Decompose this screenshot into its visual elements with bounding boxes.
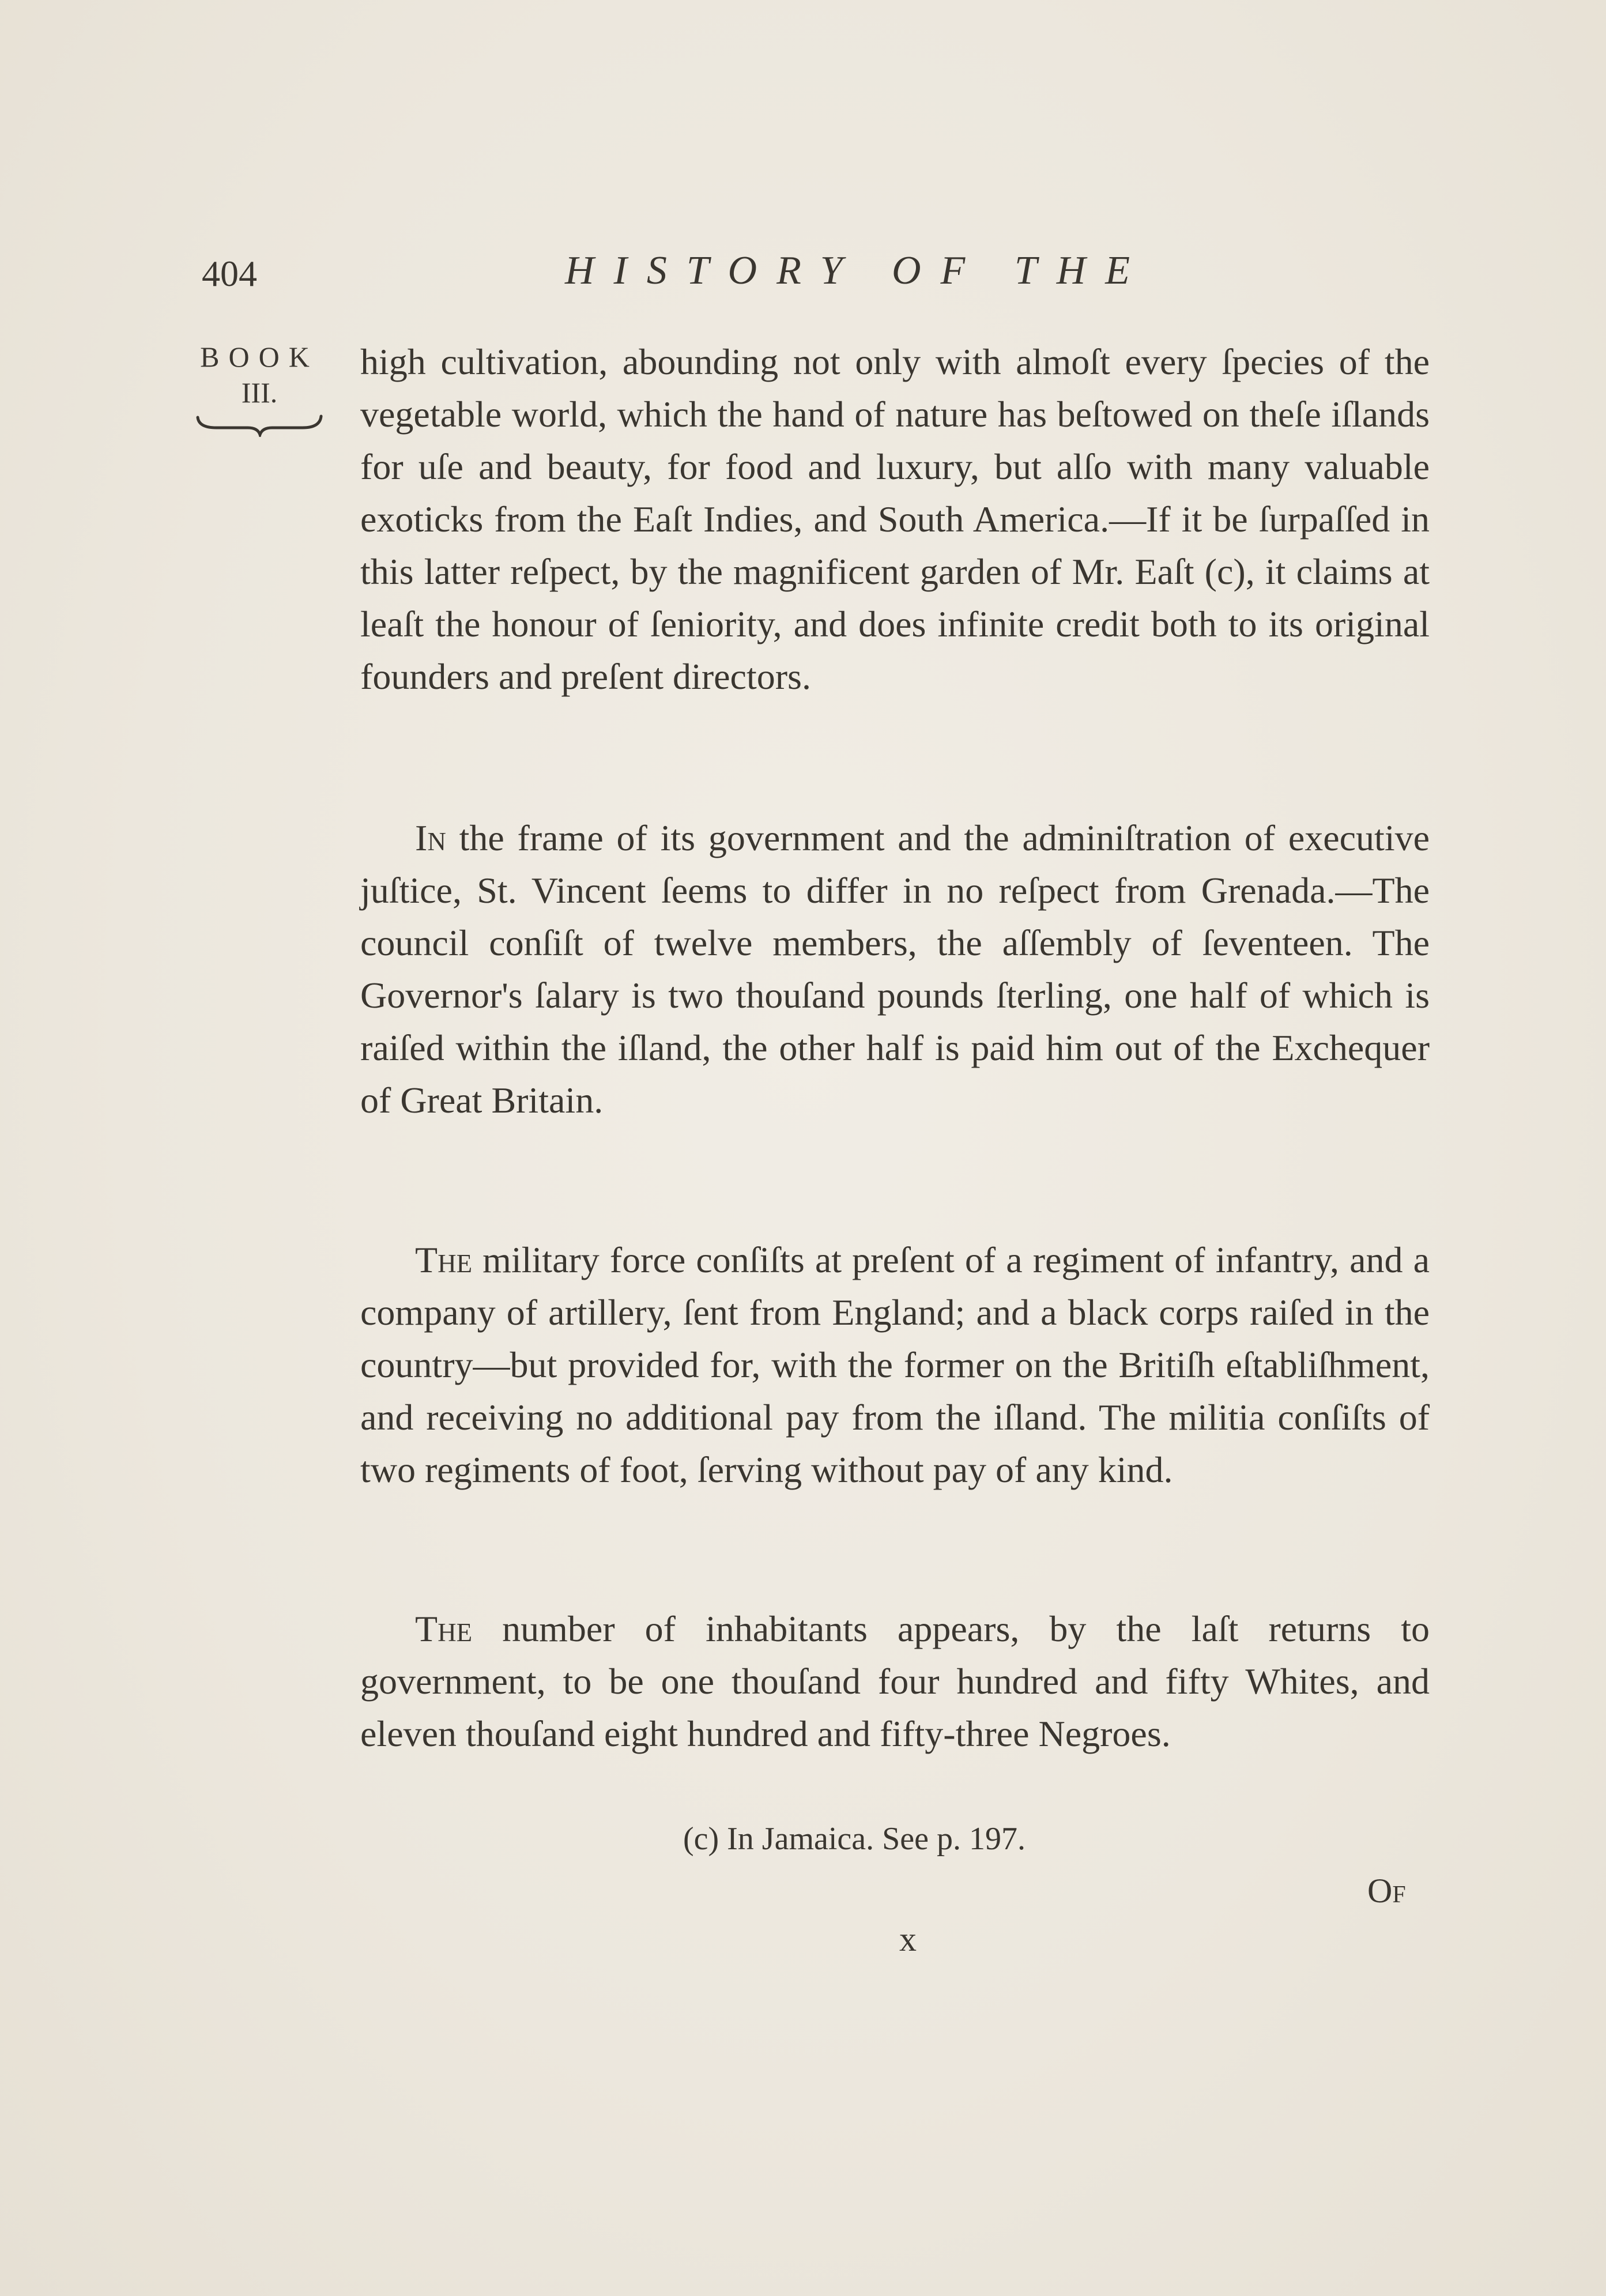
paragraph-lead-word: The [415,1239,473,1280]
page-number: 404 [202,253,257,294]
signature-mark: x [899,1920,917,1958]
paragraph-body: military force conſiſts at preſent of a regiment of infantry, and a company of artillery, ſent from England; and a black corps raiſed in the country—but provided for, with the former on the Britiſh eſtabliſhment, and receiving no additional pay from the iſland. The militia conſiſts of two regiments of foot, ſerving without pay of any kind. [360,1239,1430,1490]
margin-note [190,339,329,437]
paragraph-body: the frame of its government and the adminiſtration of executive juſtice, St. Vincent ſeems to differ in no reſpect from Grenada.—The council conſiſt of twelve members, the aſſembly of ſeventeen. The Governor's ſalary is two thouſand pounds ſterling, one half of which is raiſed within the iſland, the other half is paid him out of the Exchequer of Great Britain. [360,817,1430,1121]
running-head [202,242,1251,306]
catchword: Of [1367,1872,1406,1910]
paragraph-continuation: high cultivation, abounding not only with almoſt every ſpecies of the vegetable world, which the hand of nature has beſtowed on theſe iſlands for uſe and beauty, for food and luxury, but alſo with many valuable exoticks from the Eaſt Indies, and South America.—If it be ſurpaſſed in this latter reſpect, by the magnificent garden of Mr. Eaſt (c), it claims at leaſt the honour of ſeniority, and does infinite credit both to its original founders and preſent directors. [360,341,1430,697]
paragraph-body: number of inhabitants appears, by the laſt returns to government, to be one thouſand four hundred and fifty Whites, and eleven thouſand eight hundred and fifty-three Negroes. [360,1608,1430,1754]
footnote: (c) In Jamaica. See p. 197. [683,1821,1026,1857]
margin-part-label: III. [241,376,278,409]
paragraph-lead-word: The [415,1608,473,1649]
paragraph-government [360,812,1430,1126]
paragraph-military [360,1234,1430,1496]
paragraph-inhabitants [360,1603,1430,1760]
running-title: HISTORY OF THE [565,248,1150,293]
margin-book-label: BOOK [200,341,319,373]
margin-brace-ornament [193,410,326,437]
paragraph-lead-word: In [415,817,446,858]
